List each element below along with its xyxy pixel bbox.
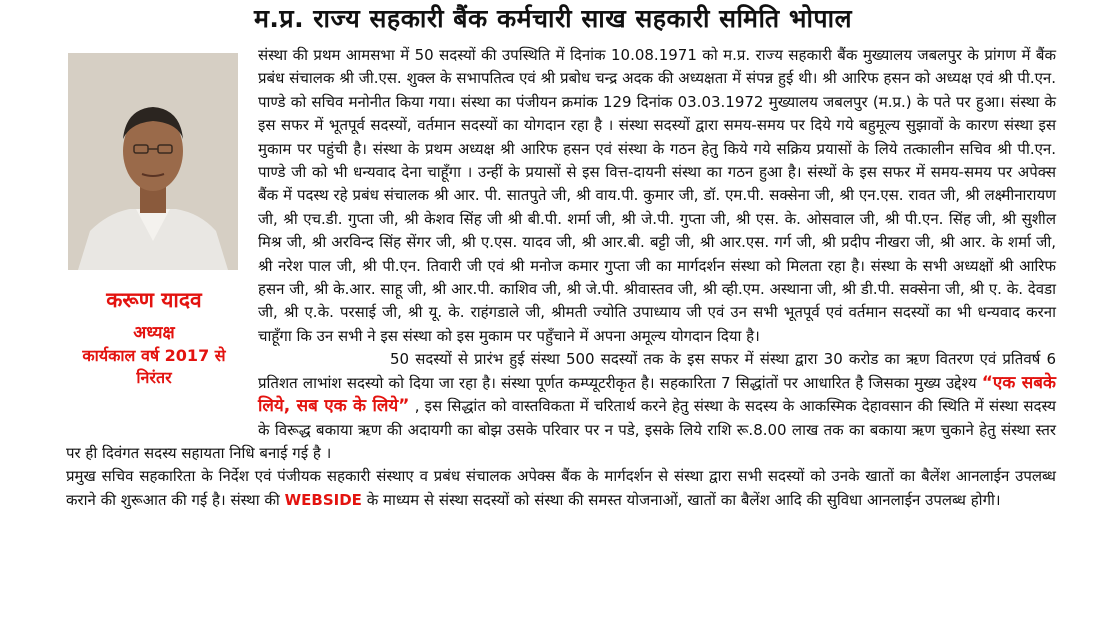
tenure-line-1: कार्यकाल वर्ष 2017 से [82,346,226,365]
president-name: करूण यादव [106,288,202,312]
paragraph-online [66,465,1056,512]
tenure-line-2: निरंतर [136,368,172,387]
photo-spacer [66,44,250,424]
paragraph-history: संस्था की प्रथम आमसभा में 50 सदस्यों की उपस्थिति में दिनांक 10.08.1971 को म.प्र. राज्य सहकारी बैंक मुख्यालय जबलपुर के प्रांगण में बैंक प्रबंध संचालक श्री जी.एस. शुक्ल के सभापतित्व एवं श्री प्रबोध चन्द्र अदक की अध्यक्षता में संपन्न हुई थी। श्री आरिफ हसन को अध्यक्ष एवं श्री पी.एन. पाण्डे को सचिव मनोनीत किया गया। संस्था का पंजीयन क्रमांक 129 दिनांक 03.03.1972 मुख्यालय जबलपुर (म.प्र.) के पते पर हुआ। संस्था के इस सफर में भूतपूर्व सदस्यों, वर्तमान सदस्यों का योगदान रहा है । संस्था सदस्यों द्वारा समय-समय पर दिये गये बहुमूल्य सुझावों के कारण संस्था इस मुकाम पर पहुंची है। संस्था के प्रथम अध्यक्ष श्री आरिफ हसन एवं संस्था के गठन हेतु किये गये सक्रिय प्रयासों के लिये तत्कालीन सचिव श्री पी.एन. पाण्डे जी को भी धन्यवाद देना चाहूँगा । उन्हीं के प्रयासों से इस वित्त-दायनी संस्था का गठन हुआ है। संस्थों के इस सफर में समय-समय पर अपेक्स बैंक में पदस्थ रहे प्रबंध संचालक श्री आर. पी. सातपुते जी, श्री वाय.पी. कुमार जी, डॉ. एम.पी. सक्सेना जी, श्री एन.एस. रावत जी, श्री लक्ष्मीनारायण जी, श्री एच.डी. गुप्ता जी, श्री केशव सिंह जी श्री बी.पी. शर्मा जी, श्री जे.पी. गुप्ता जी, श्री एस. के. ओसवाल जी, श्री पी.एन. सिंह जी, श्री सुशील मिश्र जी, श्री अरविन्द सिंह सेंगर जी, श्री ए.एस. यादव जी, श्री आर.बी. बट्टी जी, श्री आर.एस. गर्ग जी, श्री प्रदीप नीखरा जी, श्री आर. के शर्मा जी, श्री नरेश पाल जी, श्री पी.एन. तिवारी जी एवं श्री मनोज कमार गुप्ता जी का मार्गदर्शन संस्था को मिलता रहा है। संस्था के सभी अध्यक्षों श्री आरिफ हसन जी, श्री के.आर. साहू जी, श्री आर.पी. काशिव जी, श्री जे.पी. श्रीवास्तव जी, श्री व्ही.एम. अस्थाना जी, श्री डी.पी. सक्सेना जी, श्री ए. के. देवडा जी, श्री ए.के. परसाई जी, श्री यू. के. राहंगडाले जी, श्रीमती ज्योति उपाध्याय जी एवं उन सभी भूतपूर्व एवं वर्तमान सदस्यों का भी धन्यवाद करना चाहूँगा कि उन सभी ने इस संस्था को इस मुकाम पर पहुँचाने में अपना अमूल्य योगदान दिया है। [258,46,1056,345]
president-role: अध्यक्ष [133,323,175,343]
article-body [66,44,1056,512]
growth-text-continued: , इस सिद्धांत को वास्तविकता में चरितार्थ करने हेतु संस्था के सदस्य के आकस्मिक देहावसान की स्थिति में संस्था सदस्य के विरूद्ध बकाया ऋण की अदायगी का बोझ उसके परिवार पर न पडे, इसके लिये राशि रू.8.00 लाख तक का बकाया ऋण चुकाने हेतु संस्था स्तर पर ही दिवंगत सदस्य सहायता निधि बनाई गई है । [66,397,1056,462]
online-text: प्रमुख सचिव सहकारिता के निर्देश एवं पंजीयक सहकारी संस्थाए व प्रबंध संचालक अपेक्स बैंक के मार्गदर्शन से संस्था द्वारा सभी सदस्यों को उनके खातों का बैलेंश आनलाईन उपलब्ध कराने की शुरूआत की गई है। संस्था की [66,467,1056,509]
motto-text: “एक सबके लिये, सब एक के लिये” [258,372,1056,417]
webside-link[interactable]: WEBSIDE [284,490,362,509]
page-title: म.प्र. राज्य सहकारी बैंक कर्मचारी साख सहकारी समिति भोपाल [253,4,853,33]
online-text-continued: के माध्यम से संस्था सदस्यों को संस्था की समस्त योजनाओं, खातों का बैलेंश आदि की सुविधा आनलाईन उपलब्ध होगी। [366,490,1001,509]
growth-text: 50 सदस्यों से प्रारंभ हुई संस्था 500 सदस्यों तक के इस सफर में संस्था द्वारा 30 करोड का ऋण वितरण एवं प्रतिवर्ष 6 प्रतिशत लाभांश सदस्यो को दिया जा रहा है। संस्था पूर्णत कम्प्यूटरीकृत है। सहकारिता 7 सिद्धांतों पर आधारित है जिसका मुख्य उद्देश्य [258,350,1056,392]
